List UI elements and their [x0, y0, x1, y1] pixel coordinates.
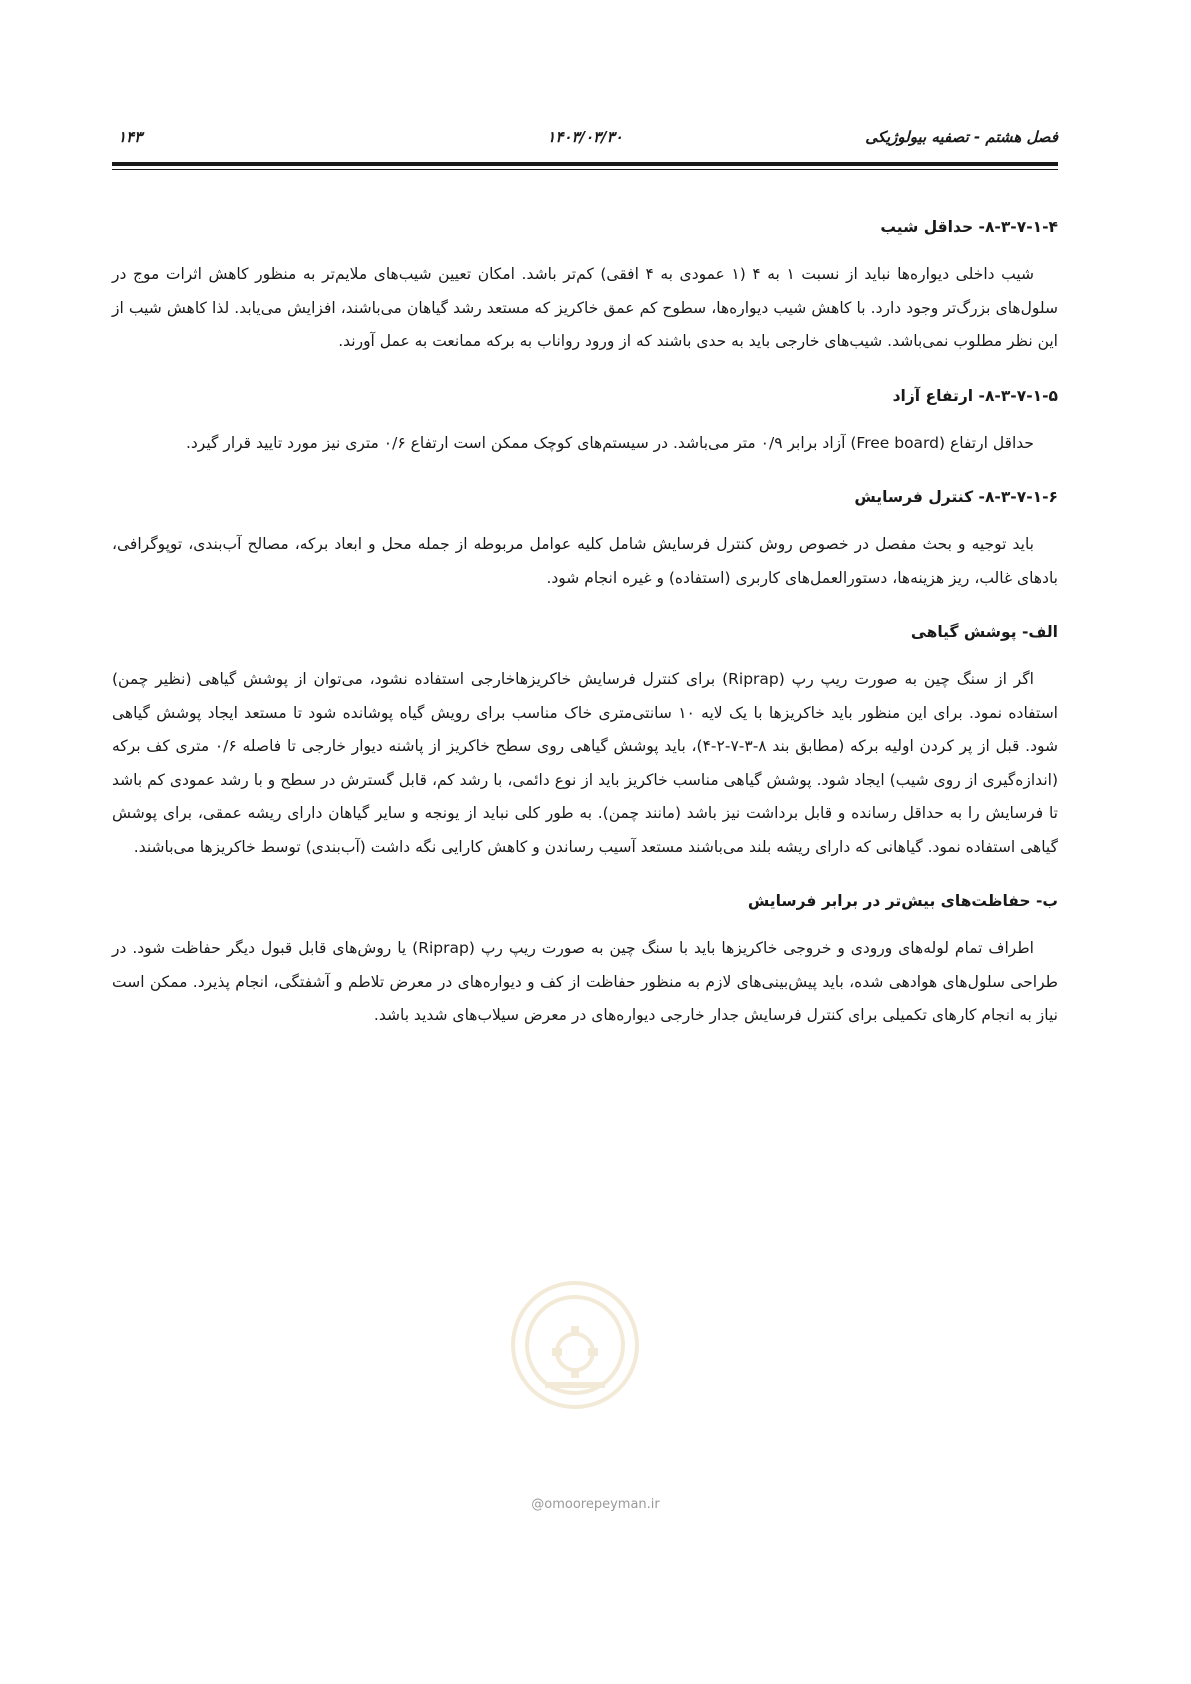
chapter-title: فصل هشتم - تصفیه بیولوژیکی — [865, 128, 1058, 146]
section-paragraph-vegetation: اگر از سنگ چین به صورت ریپ رپ (Riprap) برای کنترل فرسایش خاکریزهاخارجی استفاده نشود، می‌توان از پوشش گیاهی (نظیر چمن) استفاده نمود. برای این منظور باید خاکریزها با یک لایه ۱۰ سانتی‌متری خاک مناسب برای رویش گیاه پوشانده شود تا مستعد ایجاد پوشش گیاهی شود. قبل از پر کردن اولیه برکه (مطابق بند ۸-۳-۷-۲-۴)، باید پوشش گیاهی روی سطح خاکریز از پاشنه دیوار خارجی تا فاصله ۰/۶ متری کف برکه (اندازه‌گیری از روی شیب) ایجاد شود. پوشش گیاهی مناسب خاکریز باید از نوع دائمی، با رشد کم، قابل گسترش در سطح و با رشد عمودی کم باشد تا فرسایش را به حداقل رسانده و قابل برداشت نیز باشد (مانند چمن). به طور کلی نباید از یونجه و سایر گیاهان دارای ریشه عمقی، برای پوشش گیاهی استفاده نمود. گیاهانی که دارای ریشه بلند می‌باشند مستعد آسیب رساندن و کاهش کارایی نگه داشت (آب‌بندی) توسط خاکریزها می‌باشند. — [112, 670, 1058, 856]
section-heading-erosion-control: ۸-۳-۷-۱-۶- کنترل فرسایش — [854, 488, 1058, 506]
header-date: ۱۴۰۳/۰۳/۳۰ — [547, 128, 623, 146]
section-paragraph-min-slope: شیب داخلی دیوارەها نباید از نسبت ۱ به ۴ (۱ عمودی به ۴ افقی) کم‌تر باشد. امکان تعیین شیب‌های ملایم‌تر به منظور کاهش اثرات موج در سلول‌های بزرگ‌تر وجود دارد. با کاهش شیب دیوارەها، سطوح کم عمق خاکریز که مستعد رشد گیاهان می‌باشند، افزایش می‌یابد. لذا کاهش شیب از این نظر مطلوب نمی‌باشد. شیب‌های خارجی باید به حدی باشند که از ورود رواناب به برکه ممانعت به عمل آورند. — [112, 265, 1058, 350]
watermark-site: @omoorepeyman.ir — [531, 1497, 660, 1512]
page-number: ۱۴۳ — [118, 128, 143, 146]
section-paragraph-extra-protection: اطراف تمام لوله‌های ورودی و خروجی خاکریزها باید با سنگ چین به صورت ریپ رپ (Riprap) یا روش‌های قابل قبول دیگر حفاظت شود. در طراحی سلول‌های هوادهی شده، باید پیش‌بینی‌های لازم به منظور حفاظت از کف و دیوارەهای در معرض تلاطم و آشفتگی، انجام پذیرد. ممکن است نیاز به انجام کارهای تکمیلی برای کنترل فرسایش جدار خارجی دیوارەهای در معرض سیلاب‌های شدید باشد. — [112, 939, 1058, 1024]
section-paragraph-freeboard: حداقل ارتفاع (Free board) آزاد برابر ۰/۹ متر می‌باشد. در سیستم‌های کوچک ممکن است ارتفاع ۰/۶ متری نیز مورد تایید قرار گیرد. — [185, 433, 1034, 452]
section-heading-vegetation: الف- پوشش گیاهی — [910, 623, 1058, 641]
section-heading-min-slope: ۸-۳-۷-۱-۴- حداقل شیب — [880, 218, 1058, 236]
document-body — [112, 214, 1058, 1057]
header-rule-thin — [112, 169, 1058, 170]
gear-seal-logo-icon — [500, 1270, 650, 1420]
header-rule-thick — [112, 162, 1058, 166]
page-header — [112, 128, 1058, 158]
section-heading-extra-protection: ب- حفاظت‌های بیش‌تر در برابر فرسایش — [747, 892, 1058, 910]
section-heading-freeboard: ۸-۳-۷-۱-۵- ارتفاع آزاد — [892, 386, 1058, 405]
section-paragraph-erosion-control: باید توجیه و بحث مفصل در خصوص روش کنترل فرسایش شامل کلیه عوامل مربوطه از جمله محل و ابعاد برکه، مصالح آب‌بندی، توپوگرافی، بادهای غالب، ریز هزینه‌ها، دستورالعمل‌های کاربری (استفاده) و غیره انجام شود. — [112, 535, 1058, 587]
